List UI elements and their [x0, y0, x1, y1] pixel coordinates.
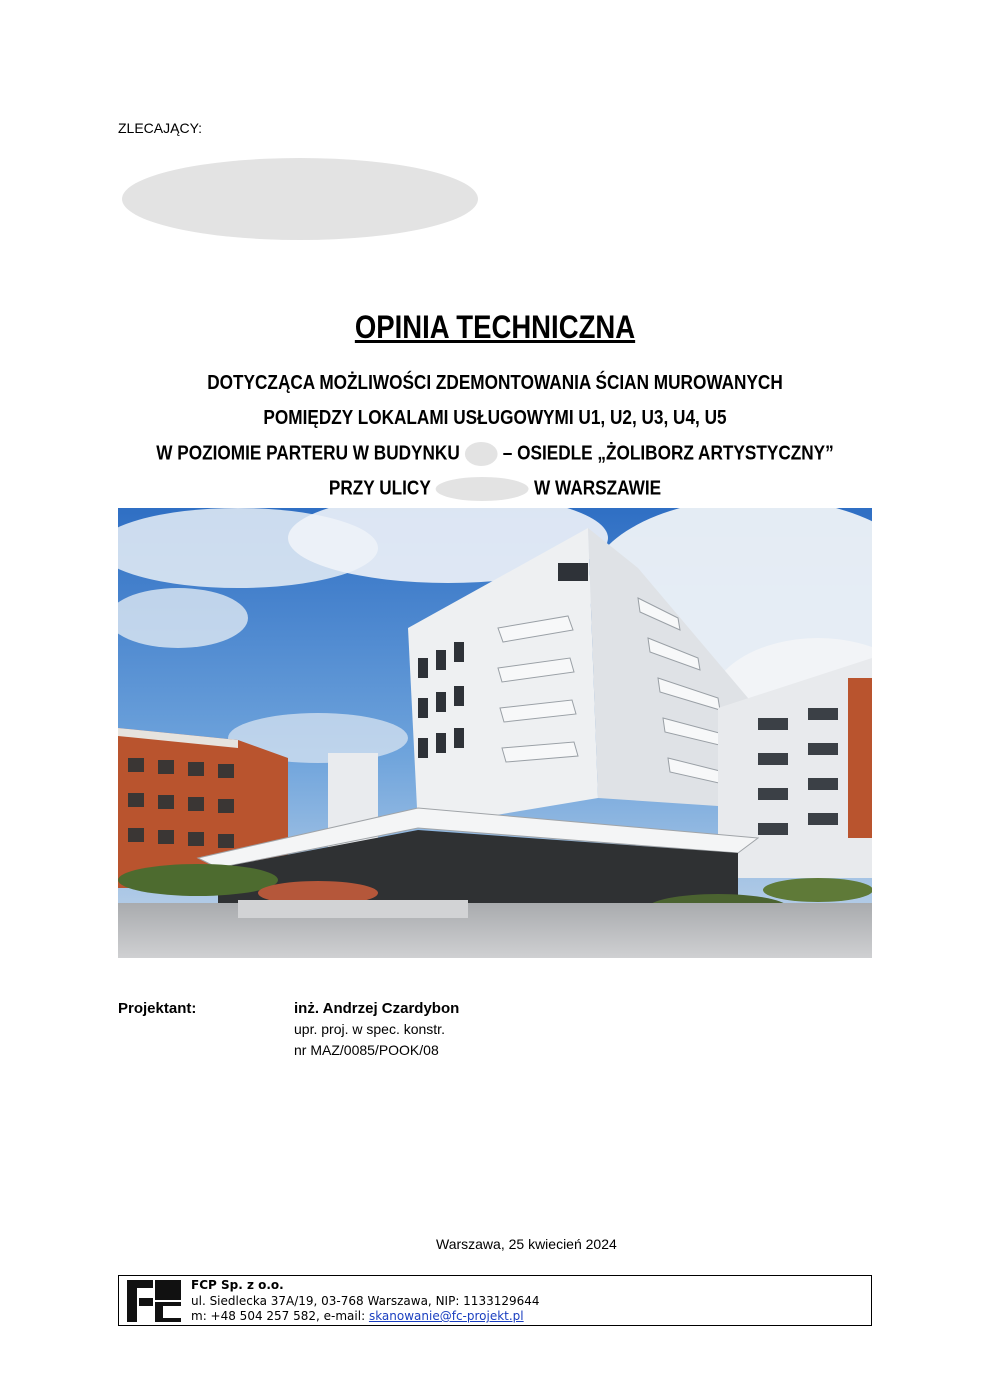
- designer-qualification: upr. proj. w spec. konstr.: [294, 1021, 445, 1037]
- company-footer: [118, 1275, 872, 1326]
- subtitle-line-3-start: W POZIOMIE PARTERU W BUDYNKU: [156, 442, 460, 465]
- email-link[interactable]: skanowanie@fc-projekt.pl: [368, 1309, 524, 1323]
- client-label: ZLECAJĄCY:: [118, 120, 203, 136]
- company-logo-icon: [125, 1278, 183, 1324]
- building-photo: [118, 508, 872, 958]
- subtitle-line-4-start: PRZY ULICY: [328, 477, 431, 500]
- street-redaction: [436, 477, 529, 501]
- subtitle-line-3-end: – OSIEDLE „ŻOLIBORZ ARTYSTYCZNY”: [502, 442, 834, 465]
- subtitle-line-4-end: W WARSZAWIE: [534, 477, 662, 500]
- footer-text: [191, 1278, 540, 1325]
- document-date: Warszawa, 25 kwiecień 2024: [436, 1236, 617, 1252]
- building-redaction: [465, 442, 498, 466]
- subtitle-line-2: POMIĘDZY LOKALAMI USŁUGOWYMI U1, U2, U3, U4, U5: [263, 407, 727, 429]
- document-title: OPINIA TECHNICZNA: [354, 309, 636, 345]
- subtitle-line-4: [69, 477, 920, 501]
- contact-phone: m: +48 504 257 582, e-mail:: [191, 1309, 369, 1323]
- company-contact: [191, 1309, 540, 1325]
- subtitle-line-3: [69, 442, 920, 466]
- company-address: ul. Siedlecka 37A/19, 03-768 Warszawa, NIP: 1133129644: [191, 1293, 540, 1308]
- company-name: FCP Sp. z o.o.: [191, 1278, 284, 1292]
- designer-name: inż. Andrzej Czardybon: [294, 1000, 460, 1017]
- designer-label: Projektant:: [118, 1000, 197, 1017]
- designer-license: nr MAZ/0085/POOK/08: [294, 1042, 439, 1058]
- client-redaction: [122, 158, 478, 240]
- subtitle-line-1: DOTYCZĄCA MOŻLIWOŚCI ZDEMONTOWANIA ŚCIAN MUROWANYCH: [207, 372, 783, 394]
